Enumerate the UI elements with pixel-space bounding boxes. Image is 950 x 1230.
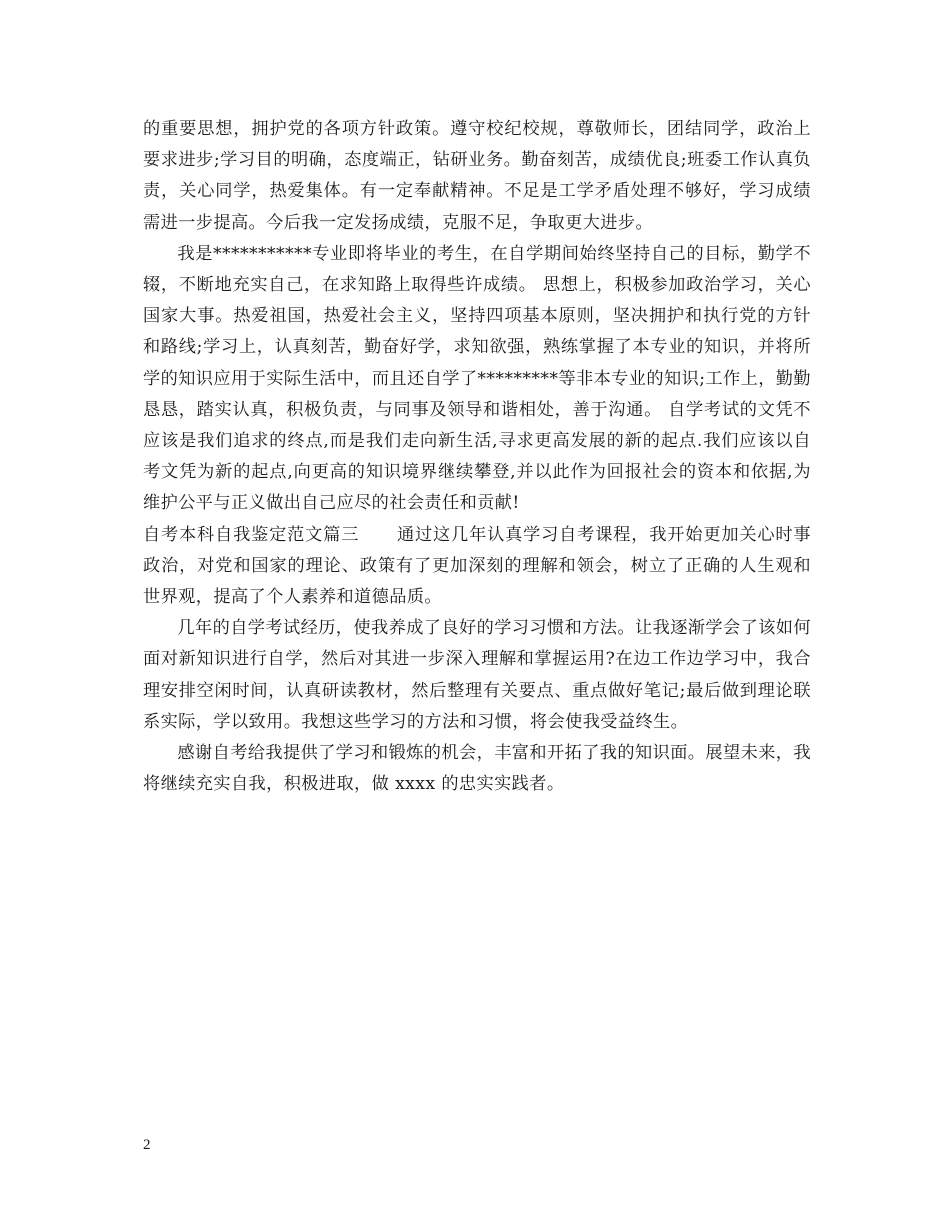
paragraph-4: 几年的自学考试经历，使我养成了良好的学习习惯和方法。让我逐渐学会了该如何面对新知识进行自学，然后对其进一步深入理解和掌握运用?在边工作边学习中，我合理安排空闲时间，认真研读教材，然后整理有关要点、重点做好笔记;最后做到理论联系实际，学以致用。我想这些学习的方法和习惯，将会使我受益终生。 <box>143 618 811 732</box>
paragraph-5: 感谢自考给我提供了学习和锻炼的机会，丰富和开拓了我的知识面。展望未来，我将继续充实自我，积极进取，做 xxxx 的忠实实践者。 <box>143 743 811 795</box>
paragraph-3: 自考本科自我鉴定范文篇三 通过这几年认真学习自考课程，我开始更加关心时事政治，对党和国家的理论、政策有了更加深刻的理解和领会，树立了正确的人生观和世界观，提高了个人素养和道德品质。 <box>143 524 811 608</box>
document-body <box>143 114 811 800</box>
paragraph-2: 我是***********专业即将毕业的考生，在自学期间始终坚持自己的目标，勤学不辍，不断地充实自己，在求知路上取得些许成绩。 思想上，积极参加政治学习，关心国家大事。热爱祖国，热爱社会主义，坚持四项基本原则，坚决拥护和执行党的方针和路线;学习上，认真刻苦，勤奋好学，求知欲强，熟练掌握了本专业的知识，并将所学的知识应用于实际生活中，而且还自学了*********等非本专业的知识;工作上，勤勤恳恳，踏实认真，积极负责，与同事及领导和谐相处，善于沟通。 自学考试的文凭不应该是我们追求的终点,而是我们走向新生活,寻求更高发展的新的起点.我们应该以自考文凭为新的起点,向更高的知识境界继续攀登,并以此作为回报社会的资本和依据,为维护公平与正义做出自己应尽的社会责任和贡献! <box>143 243 811 514</box>
paragraph-1: 的重要思想，拥护党的各项方针政策。遵守校纪校规，尊敬师长，团结同学，政治上要求进步;学习目的明确，态度端正，钻研业务。勤奋刻苦，成绩优良;班委工作认真负责，关心同学，热爱集体。有一定奉献精神。不足是工学矛盾处理不够好，学习成绩需进一步提高。今后我一定发扬成绩，克服不足，争取更大进步。 <box>143 119 811 233</box>
page-number: 2 <box>143 1137 151 1153</box>
